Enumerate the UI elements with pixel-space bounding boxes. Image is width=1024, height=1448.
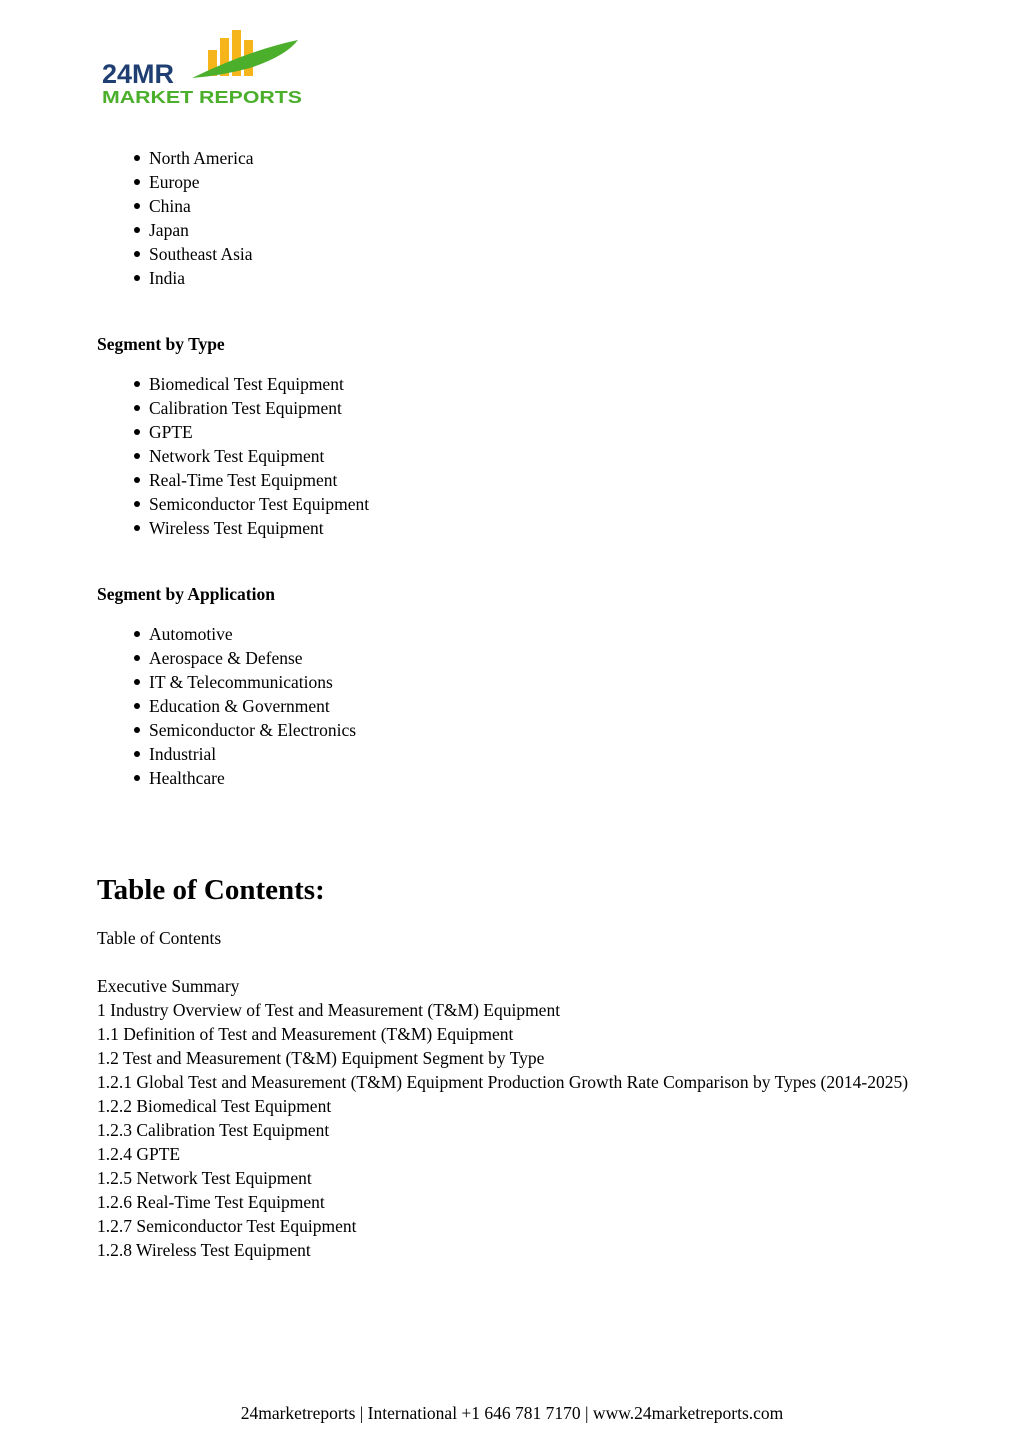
toc-line: 1.2.8 Wireless Test Equipment: [97, 1240, 311, 1260]
list-item: India: [149, 266, 927, 290]
toc-line: 1.2.3 Calibration Test Equipment: [97, 1120, 330, 1140]
toc-line: 1.2.1 Global Test and Measurement (T&M) Equipment Production Growth Rate Comparison by Types (2014-2025): [97, 1072, 909, 1092]
list-item: Semiconductor Test Equipment: [149, 492, 927, 516]
company-logo: [100, 28, 305, 108]
list-item: Biomedical Test Equipment: [149, 372, 927, 396]
segment-type-list: [97, 372, 927, 540]
toc-line: 1 Industry Overview of Test and Measurement (T&M) Equipment: [97, 1000, 561, 1020]
segment-type-heading: Segment by Type: [97, 334, 225, 354]
toc-line: 1.2.5 Network Test Equipment: [97, 1168, 312, 1188]
report-content: [97, 146, 927, 1262]
list-item: Wireless Test Equipment: [149, 516, 927, 540]
region-list: [97, 146, 927, 290]
list-item: Aerospace & Defense: [149, 646, 927, 670]
segment-application-heading: Segment by Application: [97, 584, 275, 604]
toc-line: 1.2.7 Semiconductor Test Equipment: [97, 1216, 357, 1236]
list-item: Automotive: [149, 622, 927, 646]
list-item: China: [149, 194, 927, 218]
logo-text-top: 24MR: [102, 59, 175, 89]
toc-title: Table of Contents:: [97, 874, 325, 906]
toc-list: [97, 974, 927, 1262]
list-item: North America: [149, 146, 927, 170]
segment-application-list: [97, 622, 927, 790]
toc-line: 1.2.6 Real-Time Test Equipment: [97, 1192, 325, 1212]
list-item: Calibration Test Equipment: [149, 396, 927, 420]
list-item: IT & Telecommunications: [149, 670, 927, 694]
page-footer: 24marketreports | International +1 646 781 7170 | www.24marketreports.com: [240, 1403, 784, 1423]
list-item: Southeast Asia: [149, 242, 927, 266]
logo-graphic: [100, 28, 305, 108]
list-item: Japan: [149, 218, 927, 242]
toc-line: 1.2 Test and Measurement (T&M) Equipment Segment by Type: [97, 1048, 545, 1068]
logo-text-bottom: MARKET REPORTS: [102, 87, 302, 107]
list-item: Real-Time Test Equipment: [149, 468, 927, 492]
list-item: Semiconductor & Electronics: [149, 718, 927, 742]
list-item: Industrial: [149, 742, 927, 766]
toc-line: Executive Summary: [97, 976, 240, 996]
toc-line: 1.2.2 Biomedical Test Equipment: [97, 1096, 332, 1116]
list-item: Education & Government: [149, 694, 927, 718]
list-item: Europe: [149, 170, 927, 194]
toc-line: 1.2.4 GPTE: [97, 1144, 181, 1164]
list-item: Network Test Equipment: [149, 444, 927, 468]
toc-subtitle: Table of Contents: [97, 928, 222, 948]
toc-line: 1.1 Definition of Test and Measurement (T&M) Equipment: [97, 1024, 514, 1044]
list-item: GPTE: [149, 420, 927, 444]
list-item: Healthcare: [149, 766, 927, 790]
